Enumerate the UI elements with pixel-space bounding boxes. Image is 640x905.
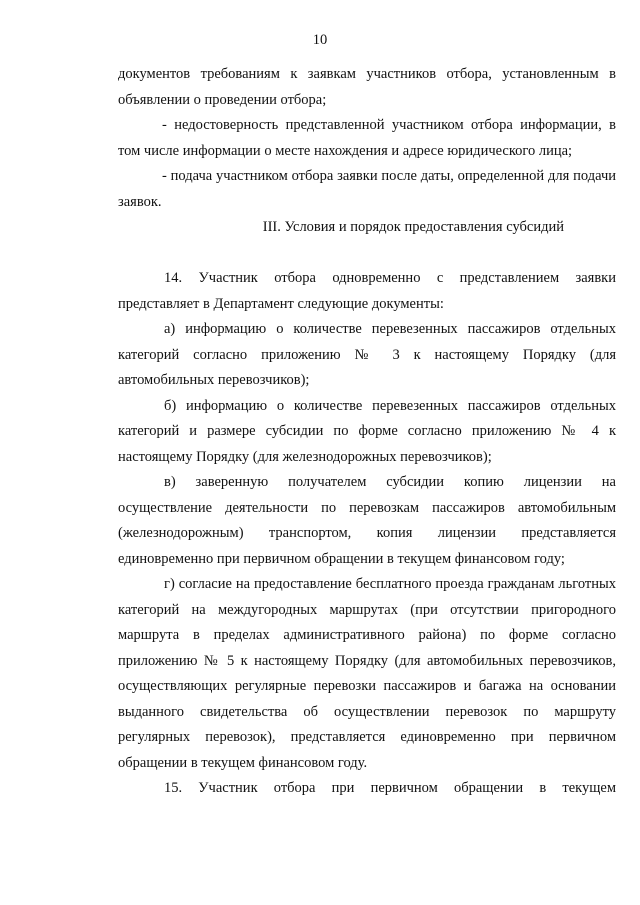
paragraph-continued: документов требованиям к заявкам участников отбора, установленным в объявлении о проведении отбора;	[118, 66, 616, 108]
paragraph-list-item: - недостоверность представленной участником отбора информации, в том числе информации о месте нахождения и адресе юридического лица;	[118, 117, 616, 159]
paragraph-list-item: - подача участником отбора заявки после даты, определенной для подачи заявок.	[118, 168, 616, 210]
paragraph-subitem-v: в) заверенную получателем субсидии копию лицензии на осуществление деятельности по перевозкам пассажиров автомобильным (железнодорожным) транспортом, копия лицензии представляется единовременно при первичном обращении в текущем финансовом году;	[118, 474, 616, 567]
paragraph-clause-15: 15. Участник отбора при первичном обращении в текущем	[164, 780, 616, 796]
section-heading: III. Условия и порядок предоставления субсидий	[262, 219, 564, 235]
paragraph-subitem-a: а) информацию о количестве перевезенных пассажиров отдельных категорий согласно приложению № 3 к настоящему Порядку (для автомобильных перевозчиков);	[118, 321, 616, 388]
paragraph-clause-14: 14. Участник отбора одновременно с представлением заявки представляет в Департамент следующие документы:	[118, 270, 616, 312]
paragraph-subitem-b: б) информацию о количестве перевезенных пассажиров отдельных категорий и размере субсидии по форме согласно приложению № 4 к настоящему Порядку (для железнодорожных перевозчиков);	[118, 397, 616, 465]
paragraph-subitem-g: г) согласие на предоставление бесплатного проезда гражданам льготных категорий на междугородных маршрутах (при отсутствии пригородного маршрута в пределах административного района) по форме согласно приложению № 5 к настоящему Порядку (для автомобильных перевозчиков, осуществляющих регулярные перевозки пассажиров и багажа на основании выданного свидетельства об осуществлении перевозок по маршруту регулярных перевозок), представляется единовременно при первичном обращении в текущем финансовом году.	[118, 576, 616, 771]
spacer	[118, 241, 616, 267]
page-number: 10	[312, 32, 328, 48]
document-body	[118, 62, 616, 802]
